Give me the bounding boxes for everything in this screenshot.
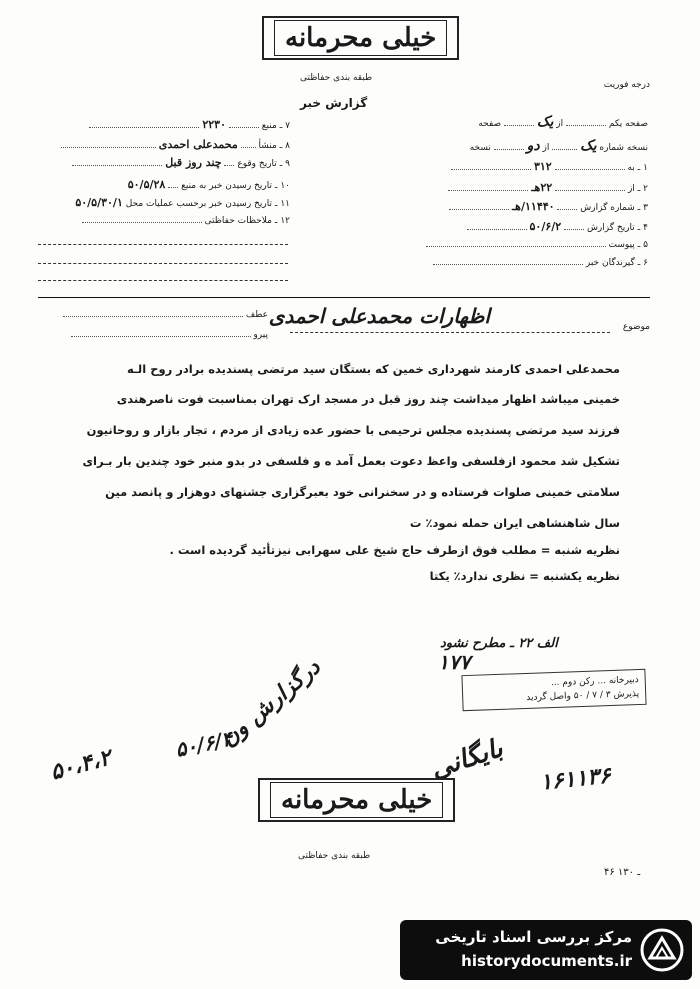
report-title: گزارش خبر	[300, 96, 368, 110]
copy-from: از	[542, 143, 550, 153]
watermark-title: مرکز بررسی اسناد تاریخی	[435, 928, 632, 946]
remarks-line-1	[38, 244, 288, 245]
field-receipt-ops	[20, 196, 290, 209]
bottom-confidential-stamp	[258, 778, 455, 822]
body-line-2: خمینی میباشد اظهار میداشت چند روز قبل در مسجد ارک تهران بمناسبت فوت ناصرهندی	[116, 392, 620, 406]
copy-value: یک	[580, 138, 597, 154]
field-report-no	[378, 200, 648, 213]
field-attachment	[378, 240, 648, 250]
report-no-value: ۱۱۴۴۰/هـ	[511, 200, 555, 213]
page-label: صفحه یکم	[608, 119, 648, 129]
to-value: ۳۱۲	[533, 160, 552, 173]
hand-date2: ۵۰،۴،۲	[47, 744, 114, 786]
body-line-1: محمدعلی احمدی کارمند شهرداری خمین که بستگان سید مرتضی پسندیده برادر روح الـه	[127, 362, 620, 376]
remarks-label: ۱۲ ـ ملاحظات حفاظتی	[204, 216, 290, 226]
source-label: ۷ ـ منبع	[261, 121, 290, 131]
priority-label: درجه فوریت	[603, 80, 650, 90]
field-report-date	[378, 220, 648, 233]
receipt-ops-value: ۵۰/۵/۳۰/۱	[75, 196, 123, 209]
field-to	[378, 160, 648, 173]
hand-number: ۱۷۷	[438, 650, 471, 674]
note-sunday: نظریه یکشنبه = نظری ندارد٪ یکتا	[429, 569, 620, 583]
remarks-line-2	[38, 263, 288, 264]
field-receipt-source	[36, 178, 290, 191]
section-divider	[38, 297, 650, 298]
report-date-value: ۵۰/۶/۲	[529, 220, 562, 233]
subject-line	[290, 332, 610, 333]
from-value: ۲۲هـ	[531, 181, 553, 194]
copy-unit: نسخه	[469, 143, 491, 153]
bottom-stamp-text: خیلی محرمانه	[270, 782, 443, 818]
from-label: ۲ ـ از	[627, 184, 648, 194]
field-recipients	[378, 258, 648, 268]
subject-value: اظهارات محمدعلی احمدی	[268, 304, 490, 328]
pirow-label: پیرو	[253, 330, 268, 340]
receipt-source-value: ۵۰/۵/۲۸	[127, 178, 166, 191]
report-date-label: ۴ ـ تاریخ گزارش	[586, 223, 648, 233]
note-saturday: نظریه شنبه = مطلب فوق ازطرف حاج شیخ علی سهرابی نیزتأئید گردیده است .	[169, 543, 620, 557]
archive-logo-icon	[640, 928, 684, 972]
field-from	[378, 181, 648, 194]
copy-label: نسخه شماره	[599, 143, 648, 153]
hand-serial: ۱۶۱۱۳۶	[538, 762, 613, 796]
hand-archive: درگزارش ون	[215, 654, 326, 752]
body-line-5: سلامتی خمینی صلوات فرستاده و در سخنرانی خود بعبرگزاری جشنهای دوهزار و پانصد مین	[105, 485, 620, 499]
atf-label: عطف	[245, 310, 268, 320]
classification-label: طبقه بندی حفاظتی	[300, 73, 373, 83]
copy-of-value: دو	[526, 138, 540, 154]
page-unit: صفحه	[478, 119, 502, 129]
body-line-6: سال شاهنشاهی ایران حمله نمود٪ ت	[409, 516, 620, 530]
field-source	[36, 118, 290, 131]
event-date-value: چند روز قبل	[165, 156, 222, 169]
watermark	[400, 920, 692, 980]
top-confidential-stamp	[262, 16, 459, 60]
inbox-stamp	[461, 669, 646, 711]
inbox-stamp-line-1: دبیرخانه ... رکن دوم ...	[550, 675, 639, 689]
recipients-label: ۶ ـ گیرندگان خبر	[585, 258, 648, 268]
field-page	[378, 114, 648, 130]
attachment-label: ۵ ـ پیوست	[608, 240, 648, 250]
page-of-value: یک	[536, 114, 554, 130]
report-no-label: ۳ ـ شماره گزارش	[580, 203, 648, 213]
page-from: از	[556, 119, 564, 129]
inbox-stamp-line-2: پذیرش ۳ / ۷ / ۵۰ واصل گردید	[526, 689, 640, 703]
receipt-source-label: ۱۰ ـ تاریخ رسیدن خبر به منبع	[181, 181, 290, 191]
report-body	[80, 362, 620, 595]
subject-label: موضوع	[622, 322, 650, 332]
field-event-date	[36, 156, 290, 169]
remarks-line-3	[38, 280, 288, 281]
origin-value: محمدعلی احمدی	[158, 138, 238, 151]
hand-note: الف ۲۲ ـ مطرح نشود	[440, 636, 558, 651]
field-origin	[36, 138, 290, 151]
hand-date: ۵۰/۶/۴	[173, 726, 235, 762]
to-label: ۱ ـ به	[627, 163, 648, 173]
event-date-label: ۹ ـ تاریخ وقوع	[237, 159, 290, 169]
receipt-ops-label: ۱۱ ـ تاریخ رسیدن خبر برحسب عملیات محل	[125, 199, 290, 209]
atf-field	[38, 310, 268, 320]
body-line-4: تشکیل شد محمود ازفلسفی واعظ دعوت بعمل آمد ه و فلسفی در بدو منبر خود چندین بار بـرای	[82, 454, 620, 468]
body-line-3: فرزند سید مرتضی پسندیده مجلس ترحیمی با حضور عده زیادی از مردم ، تجار بازار و روحانیون	[86, 423, 620, 437]
pirow-field	[38, 330, 268, 340]
top-stamp-text: خیلی محرمانه	[274, 20, 447, 56]
bottom-classification-label: طبقه بندی حفاظتی	[298, 851, 371, 861]
form-code: ۴۶ ـ ۱۳۰	[604, 867, 641, 878]
origin-label: ۸ ـ منشأ	[258, 141, 290, 151]
field-copy	[378, 138, 648, 154]
hand-signature: بایگانی	[427, 733, 507, 785]
source-value: ۲۲۳۰	[202, 118, 226, 131]
field-remarks	[36, 216, 290, 226]
watermark-url: historydocuments.ir	[461, 952, 632, 970]
